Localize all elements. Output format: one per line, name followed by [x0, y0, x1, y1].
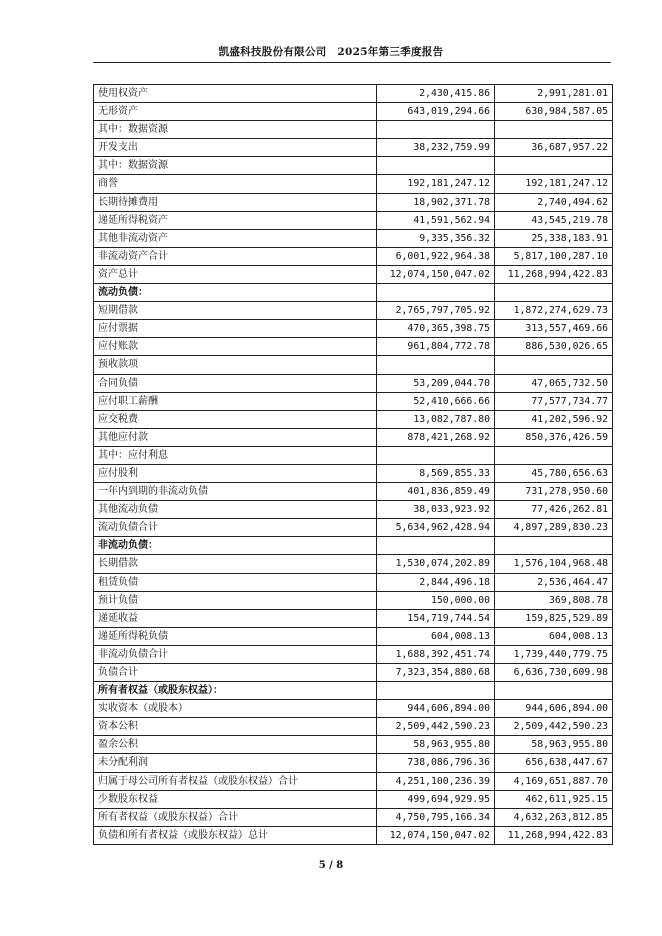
row-label: 非流动负债： — [94, 537, 377, 555]
prior-period-value: 604,008.13 — [495, 627, 613, 645]
row-label: 长期待摊费用 — [94, 193, 377, 211]
table-row — [94, 338, 613, 356]
table-row — [94, 356, 613, 374]
prior-period-value — [495, 356, 613, 374]
table-row — [94, 573, 613, 591]
row-label: 所有者权益（或股东权益）合计 — [94, 808, 377, 826]
prior-period-value: 45,780,656.63 — [495, 464, 613, 482]
prior-period-value: 5,817,100,287.10 — [495, 247, 613, 265]
current-period-value: 6,001,922,964.38 — [377, 247, 495, 265]
prior-period-value — [495, 537, 613, 555]
prior-period-value: 731,278,950.60 — [495, 483, 613, 501]
prior-period-value: 2,740,494.62 — [495, 193, 613, 211]
prior-period-value: 41,202,596.92 — [495, 410, 613, 428]
prior-period-value: 4,897,289,830.23 — [495, 519, 613, 537]
row-label: 其他应付款 — [94, 428, 377, 446]
row-label: 少数股东权益 — [94, 790, 377, 808]
prior-period-value: 4,632,263,812.85 — [495, 808, 613, 826]
current-period-value: 1,530,074,202.89 — [377, 555, 495, 573]
current-period-value: 53,209,044.70 — [377, 374, 495, 392]
current-period-value: 401,836,859.49 — [377, 483, 495, 501]
table-row — [94, 627, 613, 645]
prior-period-value: 36,687,957.22 — [495, 139, 613, 157]
current-period-value: 4,750,795,166.34 — [377, 808, 495, 826]
row-label: 非流动资产合计 — [94, 247, 377, 265]
table-row — [94, 537, 613, 555]
table-row — [94, 718, 613, 736]
current-period-value: 13,082,787.80 — [377, 410, 495, 428]
row-label: 盈余公积 — [94, 736, 377, 754]
prior-period-value — [495, 682, 613, 700]
table-row — [94, 464, 613, 482]
row-label: 应付职工薪酬 — [94, 392, 377, 410]
table-row — [94, 808, 613, 826]
row-label: 流动负债合计 — [94, 519, 377, 537]
current-period-value: 12,074,150,047.02 — [377, 265, 495, 283]
prior-period-value: 43,545,219.78 — [495, 211, 613, 229]
table-row — [94, 501, 613, 519]
current-period-value: 470,365,398.75 — [377, 320, 495, 338]
table-row — [94, 446, 613, 464]
row-label: 应交税费 — [94, 410, 377, 428]
row-label: 使用权资产 — [94, 85, 377, 103]
current-period-value — [377, 284, 495, 302]
table-row — [94, 772, 613, 790]
prior-period-value: 47,065,732.50 — [495, 374, 613, 392]
row-label: 其他流动负债 — [94, 501, 377, 519]
current-period-value: 58,963,955.80 — [377, 736, 495, 754]
row-label: 实收资本（或股本） — [94, 700, 377, 718]
current-period-value — [377, 537, 495, 555]
current-period-value: 38,232,759.99 — [377, 139, 495, 157]
prior-period-value — [495, 446, 613, 464]
prior-period-value: 77,577,734.77 — [495, 392, 613, 410]
current-period-value: 18,902,371.78 — [377, 193, 495, 211]
prior-period-value: 58,963,955.80 — [495, 736, 613, 754]
current-period-value: 2,430,415.86 — [377, 85, 495, 103]
row-label: 开发支出 — [94, 139, 377, 157]
current-period-value: 961,804,772.78 — [377, 338, 495, 356]
table-row — [94, 211, 613, 229]
prior-period-value: 944,606,894.00 — [495, 700, 613, 718]
row-label: 预计负债 — [94, 591, 377, 609]
row-label: 租赁负债 — [94, 573, 377, 591]
current-period-value: 944,606,894.00 — [377, 700, 495, 718]
prior-period-value: 25,338,183.91 — [495, 229, 613, 247]
current-period-value: 643,019,294.66 — [377, 103, 495, 121]
table-row — [94, 103, 613, 121]
table-row — [94, 790, 613, 808]
table-row — [94, 392, 613, 410]
row-label: 长期借款 — [94, 555, 377, 573]
table-row — [94, 265, 613, 283]
current-period-value: 150,000.00 — [377, 591, 495, 609]
prior-period-value: 11,268,994,422.83 — [495, 826, 613, 844]
prior-period-value: 2,991,281.01 — [495, 85, 613, 103]
table-row — [94, 157, 613, 175]
row-label: 无形资产 — [94, 103, 377, 121]
current-period-value: 2,844,496.18 — [377, 573, 495, 591]
current-period-value — [377, 356, 495, 374]
row-label: 一年内到期的非流动负债 — [94, 483, 377, 501]
row-label: 递延所得税负债 — [94, 627, 377, 645]
row-label: 资产总计 — [94, 265, 377, 283]
row-label: 商誉 — [94, 175, 377, 193]
prior-period-value — [495, 121, 613, 139]
table-row — [94, 682, 613, 700]
row-label: 未分配利润 — [94, 754, 377, 772]
prior-period-value: 159,825,529.89 — [495, 609, 613, 627]
current-period-value — [377, 121, 495, 139]
current-period-value: 7,323,354,880.68 — [377, 664, 495, 682]
current-period-value: 52,410,666.66 — [377, 392, 495, 410]
table-row — [94, 229, 613, 247]
current-period-value: 8,569,855.33 — [377, 464, 495, 482]
table-row — [94, 428, 613, 446]
table-row — [94, 483, 613, 501]
table-row — [94, 736, 613, 754]
row-label: 递延收益 — [94, 609, 377, 627]
current-period-value: 12,074,150,047.02 — [377, 826, 495, 844]
table-row — [94, 374, 613, 392]
prior-period-value — [495, 284, 613, 302]
table-row — [94, 664, 613, 682]
table-row — [94, 284, 613, 302]
current-period-value: 9,335,356.32 — [377, 229, 495, 247]
row-label: 其中：数据资源 — [94, 121, 377, 139]
row-label: 归属于母公司所有者权益（或股东权益）合计 — [94, 772, 377, 790]
current-period-value: 2,509,442,590.23 — [377, 718, 495, 736]
prior-period-value: 886,530,026.65 — [495, 338, 613, 356]
current-period-value: 604,008.13 — [377, 627, 495, 645]
table-row — [94, 410, 613, 428]
prior-period-value: 630,984,587.05 — [495, 103, 613, 121]
prior-period-value: 850,376,426.59 — [495, 428, 613, 446]
current-period-value — [377, 682, 495, 700]
row-label: 合同负债 — [94, 374, 377, 392]
current-period-value: 2,765,797,705.92 — [377, 302, 495, 320]
table-row — [94, 754, 613, 772]
table-row — [94, 609, 613, 627]
current-period-value: 41,591,562.94 — [377, 211, 495, 229]
current-period-value: 499,694,929.95 — [377, 790, 495, 808]
current-period-value: 192,181,247.12 — [377, 175, 495, 193]
current-period-value: 4,251,100,236.39 — [377, 772, 495, 790]
prior-period-value: 1,872,274,629.73 — [495, 302, 613, 320]
prior-period-value: 6,636,730,609.98 — [495, 664, 613, 682]
row-label: 流动负债： — [94, 284, 377, 302]
row-label: 所有者权益（或股东权益）： — [94, 682, 377, 700]
row-label: 短期借款 — [94, 302, 377, 320]
balance-sheet-table — [93, 84, 613, 845]
row-label: 其中：数据资源 — [94, 157, 377, 175]
prior-period-value: 1,739,440,779.75 — [495, 645, 613, 663]
row-label: 负债合计 — [94, 664, 377, 682]
row-label: 负债和所有者权益（或股东权益）总计 — [94, 826, 377, 844]
current-period-value: 154,719,744.54 — [377, 609, 495, 627]
table-row — [94, 175, 613, 193]
table-row — [94, 645, 613, 663]
prior-period-value: 2,536,464.47 — [495, 573, 613, 591]
table-row — [94, 85, 613, 103]
prior-period-value: 369,808.78 — [495, 591, 613, 609]
current-period-value: 878,421,268.92 — [377, 428, 495, 446]
row-label: 递延所得税资产 — [94, 211, 377, 229]
row-label: 资本公积 — [94, 718, 377, 736]
current-period-value: 38,033,923.92 — [377, 501, 495, 519]
row-label: 其中：应付利息 — [94, 446, 377, 464]
row-label: 非流动负债合计 — [94, 645, 377, 663]
table-row — [94, 302, 613, 320]
table-row — [94, 826, 613, 844]
row-label: 应付账款 — [94, 338, 377, 356]
table-row — [94, 519, 613, 537]
current-period-value — [377, 157, 495, 175]
table-row — [94, 193, 613, 211]
prior-period-value: 11,268,994,422.83 — [495, 265, 613, 283]
table-row — [94, 320, 613, 338]
prior-period-value: 462,611,925.15 — [495, 790, 613, 808]
prior-period-value: 1,576,104,968.48 — [495, 555, 613, 573]
current-period-value: 738,086,796.36 — [377, 754, 495, 772]
row-label: 其他非流动资产 — [94, 229, 377, 247]
row-label: 应付股利 — [94, 464, 377, 482]
prior-period-value: 192,181,247.12 — [495, 175, 613, 193]
prior-period-value: 2,509,442,590.23 — [495, 718, 613, 736]
prior-period-value — [495, 157, 613, 175]
prior-period-value: 313,557,469.66 — [495, 320, 613, 338]
table-row — [94, 555, 613, 573]
row-label: 预收款项 — [94, 356, 377, 374]
prior-period-value: 4,169,651,887.70 — [495, 772, 613, 790]
table-row — [94, 139, 613, 157]
current-period-value: 1,688,392,451.74 — [377, 645, 495, 663]
table-row — [94, 700, 613, 718]
table-row — [94, 247, 613, 265]
current-period-value: 5,634,962,428.94 — [377, 519, 495, 537]
table-row — [94, 591, 613, 609]
header-divider — [93, 62, 611, 63]
prior-period-value: 77,426,262.81 — [495, 501, 613, 519]
current-period-value — [377, 446, 495, 464]
page-number: 5 / 8 — [318, 860, 344, 871]
page-header: 凯盛科技股份有限公司 2025年第三季度报告 — [218, 46, 444, 58]
table-row — [94, 121, 613, 139]
prior-period-value: 656,638,447.67 — [495, 754, 613, 772]
row-label: 应付票据 — [94, 320, 377, 338]
